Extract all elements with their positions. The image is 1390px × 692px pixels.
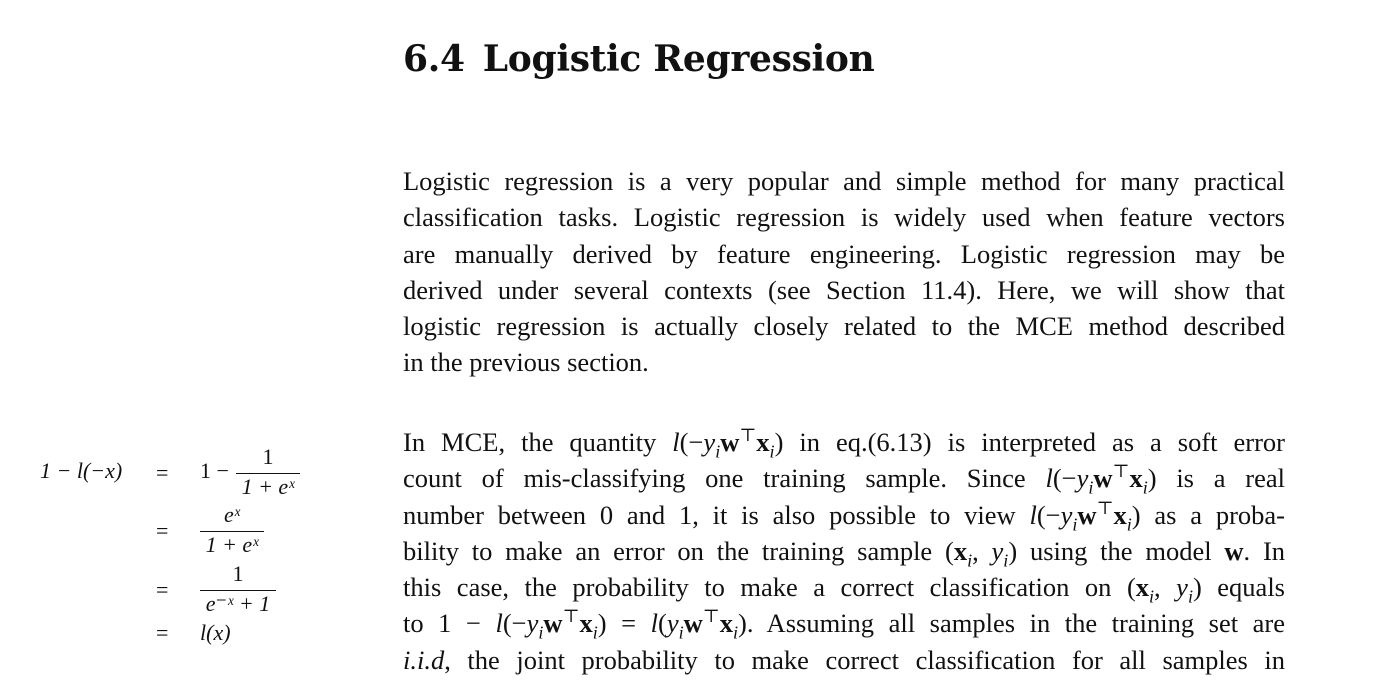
fraction-row1 <box>236 444 300 500</box>
section-title: Logistic Regression <box>482 38 875 80</box>
text-line: classification tasks. Logistic regression is widely used when feature vectors <box>403 202 1285 233</box>
derivation-row1-prefix: 1 − <box>200 458 229 483</box>
denominator: 1 + eˣ <box>205 532 259 557</box>
numerator: 1 <box>232 561 244 586</box>
section-heading <box>403 38 875 80</box>
equals-sign: = <box>156 620 169 645</box>
text-line: bility to make an error on the training sample ($x_i$, $y_i$) using the model w. In <box>403 535 1286 571</box>
text-line: logistic regression is actually closely related to the MCE method described <box>403 311 1285 342</box>
denominator: e⁻ˣ + 1 <box>205 591 271 616</box>
derivation-row4: l(x) <box>200 620 231 645</box>
text-line: are manually derived by feature engineering. Logistic regression may be <box>403 238 1285 269</box>
derivation-lhs: 1 − l(−x) <box>40 458 123 483</box>
paragraph-intro <box>403 163 1285 381</box>
text-line: in the previous section. <box>403 347 649 378</box>
fraction-row3 <box>200 561 276 617</box>
text-line: this case, the probability to make a correct classification on ($x_i$, $y_i$) equals <box>403 572 1285 607</box>
section-number: 6.4 <box>403 38 465 80</box>
text-line: In MCE, the quantity $l(-y_iw^⊤x_i)$ in eq.(6.13) is interpreted as a soft error <box>403 425 1285 462</box>
text-line: to $1 - l(-y_iw^⊤x_i) = l(y_iw^⊤x_i)$. Assuming all samples in the training set are <box>403 606 1285 643</box>
numerator: eˣ <box>224 502 240 527</box>
text-line: count of mis-classifying one training sample. Since $l(-y_iw^⊤x_i)$ is a real <box>403 461 1285 498</box>
text-line: i.i.d, the joint probability to make correct classification for all samples in <box>403 644 1285 675</box>
paragraph-mce <box>403 424 1285 678</box>
text-line: derived under several contexts (see Section 11.4). Here, we will show that <box>403 274 1285 305</box>
text-line: Logistic regression is a very popular and simple method for many practical <box>403 166 1285 196</box>
equals-sign: = <box>156 577 169 602</box>
denominator: 1 + eˣ <box>241 474 295 499</box>
text-line: number between 0 and 1, it is also possible to view $l(-y_iw^⊤x_i)$ as a proba- <box>403 497 1286 534</box>
equals-sign: = <box>156 518 169 543</box>
inline-math: l <box>672 427 680 457</box>
inline-math: l <box>1045 463 1053 494</box>
fraction-row2 <box>200 502 264 558</box>
equals-sign: = <box>156 460 169 485</box>
numerator: 1 <box>262 444 274 469</box>
inline-math: l <box>1029 499 1037 530</box>
